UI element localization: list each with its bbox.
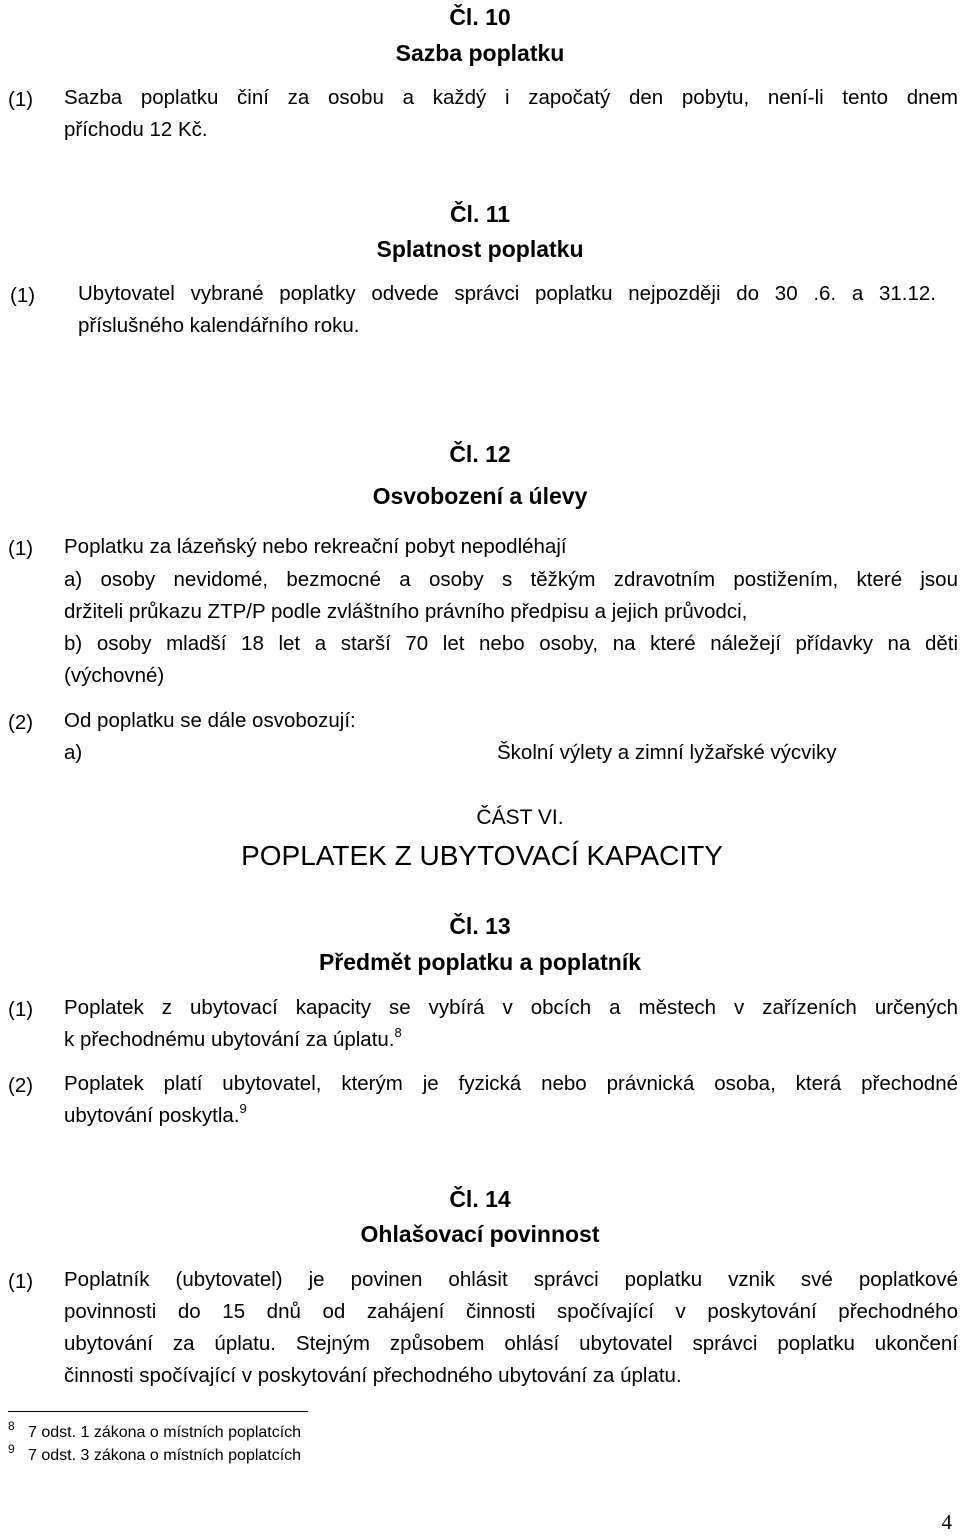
footnote-separator [8,1411,308,1412]
footnote [8,1442,302,1465]
paragraph-line: ubytování poskytla.$^9$ [64,1101,247,1127]
footnote-ref[interactable]: 8 [394,1025,402,1040]
footnote [8,1419,302,1442]
page-number: 4 [941,1510,952,1534]
list-item-label: a) [64,741,83,764]
paragraph-line: Od poplatku se dále osvobozují: [64,709,356,732]
paragraph-line: Poplatku za lázeňský nebo rekreační pobyt nepodléhají [64,535,567,558]
article-11-number: Čl. 11 [449,201,511,227]
article-12-number: Čl. 12 [449,441,511,467]
paragraph-line: Poplatek platí ubytovatel, kterým je fyzická nebo právnická osoba, která přechodné [64,1072,958,1095]
paragraph-line: Sazba poplatku činí za osobu a každý i započatý den pobytu, není-li tento dnem [64,86,958,109]
article-14-title: Ohlašovací povinnost [360,1221,600,1247]
list-item-line: Školní výlety a zimní lyžařské výcviky [497,741,837,764]
paragraph-number: (1) [8,88,34,111]
paragraph-number: (2) [8,1074,34,1097]
list-item-line: držiteli průkazu ZTP/P podle zvláštního právního předpisu a jejich průvodci, [64,600,748,623]
footnote-mark: 9 [8,1442,15,1456]
paragraph-line: příchodu 12 Kč. [64,118,208,141]
article-10-title: Sazba poplatku [395,40,565,66]
list-item-line: a) osoby nevidomé, bezmocné a osoby s těžkým zdravotním postižením, které jsou [64,568,958,591]
article-11-title: Splatnost poplatku [376,236,584,262]
part-title: POPLATEK Z UBYTOVACÍ KAPACITY [241,840,723,871]
footnote-mark: 8 [8,1419,15,1433]
footnote-ref[interactable]: 9 [239,1101,247,1116]
list-item-line: (výchovné) [64,664,165,687]
part-label: ČÁST VI. [476,806,564,829]
paragraph-line: Ubytovatel vybrané poplatky odvede správci poplatku nejpozději do 30 .6. a 31.12. [78,282,936,305]
list-item-line: b) osoby mladší 18 let a starší 70 let nebo osoby, na které náležejí přídavky na děti [64,632,958,655]
paragraph-line: Poplatek z ubytovací kapacity se vybírá v obcích a městech v zařízeních určených [64,996,958,1019]
paragraph-line: povinnosti do 15 dnů od zahájení činnosti spočívající v poskytování přechodného [64,1300,958,1323]
paragraph-number: (1) [8,998,34,1021]
paragraph-number: (1) [10,284,36,307]
paragraph-line: ubytování za úplatu. Stejným způsobem ohlásí ubytovatel správci poplatku ukončení [64,1332,958,1355]
footnote-text: 7 odst. 1 zákona o místních poplatcích [28,1424,302,1441]
paragraph-line: činnosti spočívající v poskytování přechodného ubytování za úplatu. [64,1364,682,1387]
article-13-number: Čl. 13 [449,913,511,939]
paragraph-line: příslušného kalendářního roku. [78,314,360,337]
article-12-title: Osvobození a úlevy [372,483,588,509]
paragraph-number: (2) [8,711,34,734]
footnote-text: 7 odst. 3 zákona o místních poplatcích [28,1447,302,1464]
article-10-number: Čl. 10 [449,4,511,30]
paragraph-number: (1) [8,537,34,560]
article-13-title: Předmět poplatku a poplatník [318,949,642,975]
article-14-number: Čl. 14 [449,1186,511,1212]
paragraph-number: (1) [8,1270,34,1293]
paragraph-line: k přechodnému ubytování za úplatu.$^8$ [64,1025,402,1051]
paragraph-line: Poplatník (ubytovatel) je povinen ohlásit správci poplatku vznik své poplatkové [64,1268,958,1291]
